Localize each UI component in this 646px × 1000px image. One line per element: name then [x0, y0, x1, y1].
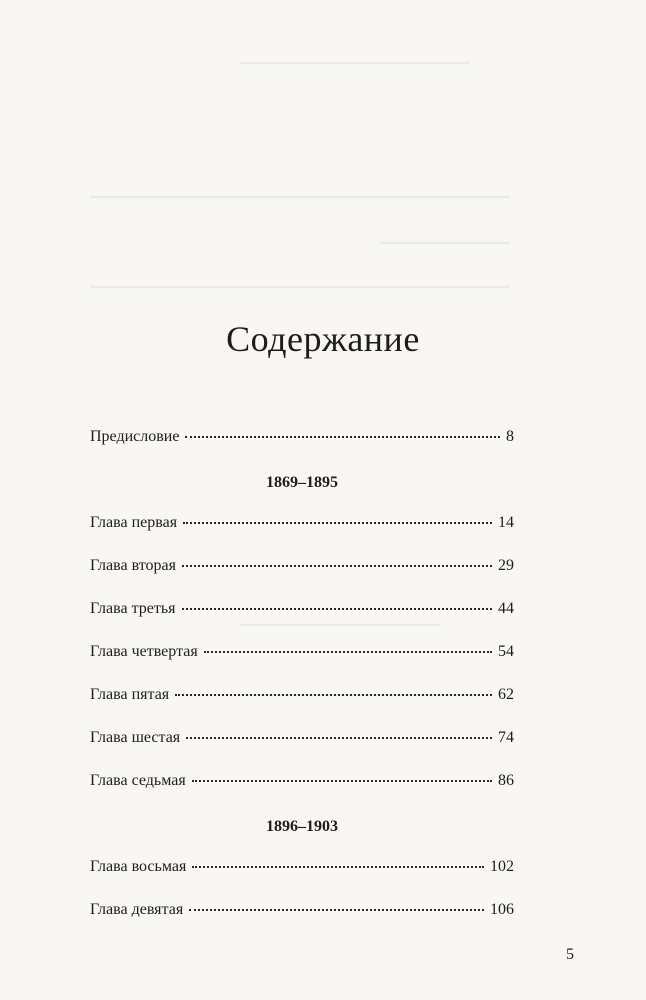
page-number: 5: [566, 946, 574, 963]
toc-entry-chapter-8: [90, 858, 514, 882]
toc-entry-label: Глава третья: [90, 600, 176, 617]
toc-entry-page: 44: [498, 600, 514, 617]
toc-entry-label: Глава восьмая: [90, 858, 187, 875]
dot-leader: [189, 909, 484, 911]
toc-entry-chapter-3: [90, 600, 514, 624]
toc-entry-chapter-9: [90, 901, 514, 925]
toc-entry-label: Глава шестая: [90, 729, 181, 746]
page-title: Содержание: [226, 319, 420, 359]
dot-leader: [182, 608, 492, 610]
toc-entry-label: Глава первая: [90, 514, 178, 531]
toc-entry-page: 62: [498, 686, 514, 703]
toc-entry-label: Предисловие: [90, 428, 180, 445]
toc-entry-chapter-5: [90, 686, 514, 710]
toc-entry-preface: [90, 428, 514, 452]
dot-leader: [186, 737, 492, 739]
toc-entry-chapter-6: [90, 729, 514, 753]
toc-entry-chapter-4: [90, 643, 514, 667]
toc-entry-page: 86: [498, 772, 514, 789]
dot-leader: [192, 780, 492, 782]
toc-entry-label: Глава седьмая: [90, 772, 186, 789]
toc-entry-chapter-1: [90, 514, 514, 538]
toc-entry-label: Глава девятая: [90, 901, 184, 918]
toc-entry-page: 106: [490, 901, 514, 918]
section-heading: 1869–1895: [266, 474, 338, 491]
toc-entry-page: 54: [498, 643, 514, 660]
toc-entry-chapter-2: [90, 557, 514, 581]
section-heading: 1896–1903: [266, 818, 338, 835]
bleed-through-line: [90, 196, 510, 198]
dot-leader: [192, 866, 484, 868]
dot-leader: [175, 694, 492, 696]
bleed-through-line: [90, 286, 510, 288]
toc-entry-page: 8: [506, 428, 514, 445]
toc-entry-label: Глава пятая: [90, 686, 170, 703]
toc-entry-page: 102: [490, 858, 514, 875]
dot-leader: [182, 565, 492, 567]
dot-leader: [183, 522, 492, 524]
toc-entry-page: 29: [498, 557, 514, 574]
toc-entry-label: Глава вторая: [90, 557, 176, 574]
toc-entry-chapter-7: [90, 772, 514, 796]
toc-entry-page: 14: [498, 514, 514, 531]
bleed-through-line: [380, 242, 510, 244]
toc-entry-page: 74: [498, 729, 514, 746]
dot-leader: [204, 651, 492, 653]
dot-leader: [185, 436, 500, 438]
toc-entry-label: Глава четвертая: [90, 643, 198, 660]
bleed-through-line: [240, 624, 440, 626]
bleed-through-line: [240, 62, 470, 64]
